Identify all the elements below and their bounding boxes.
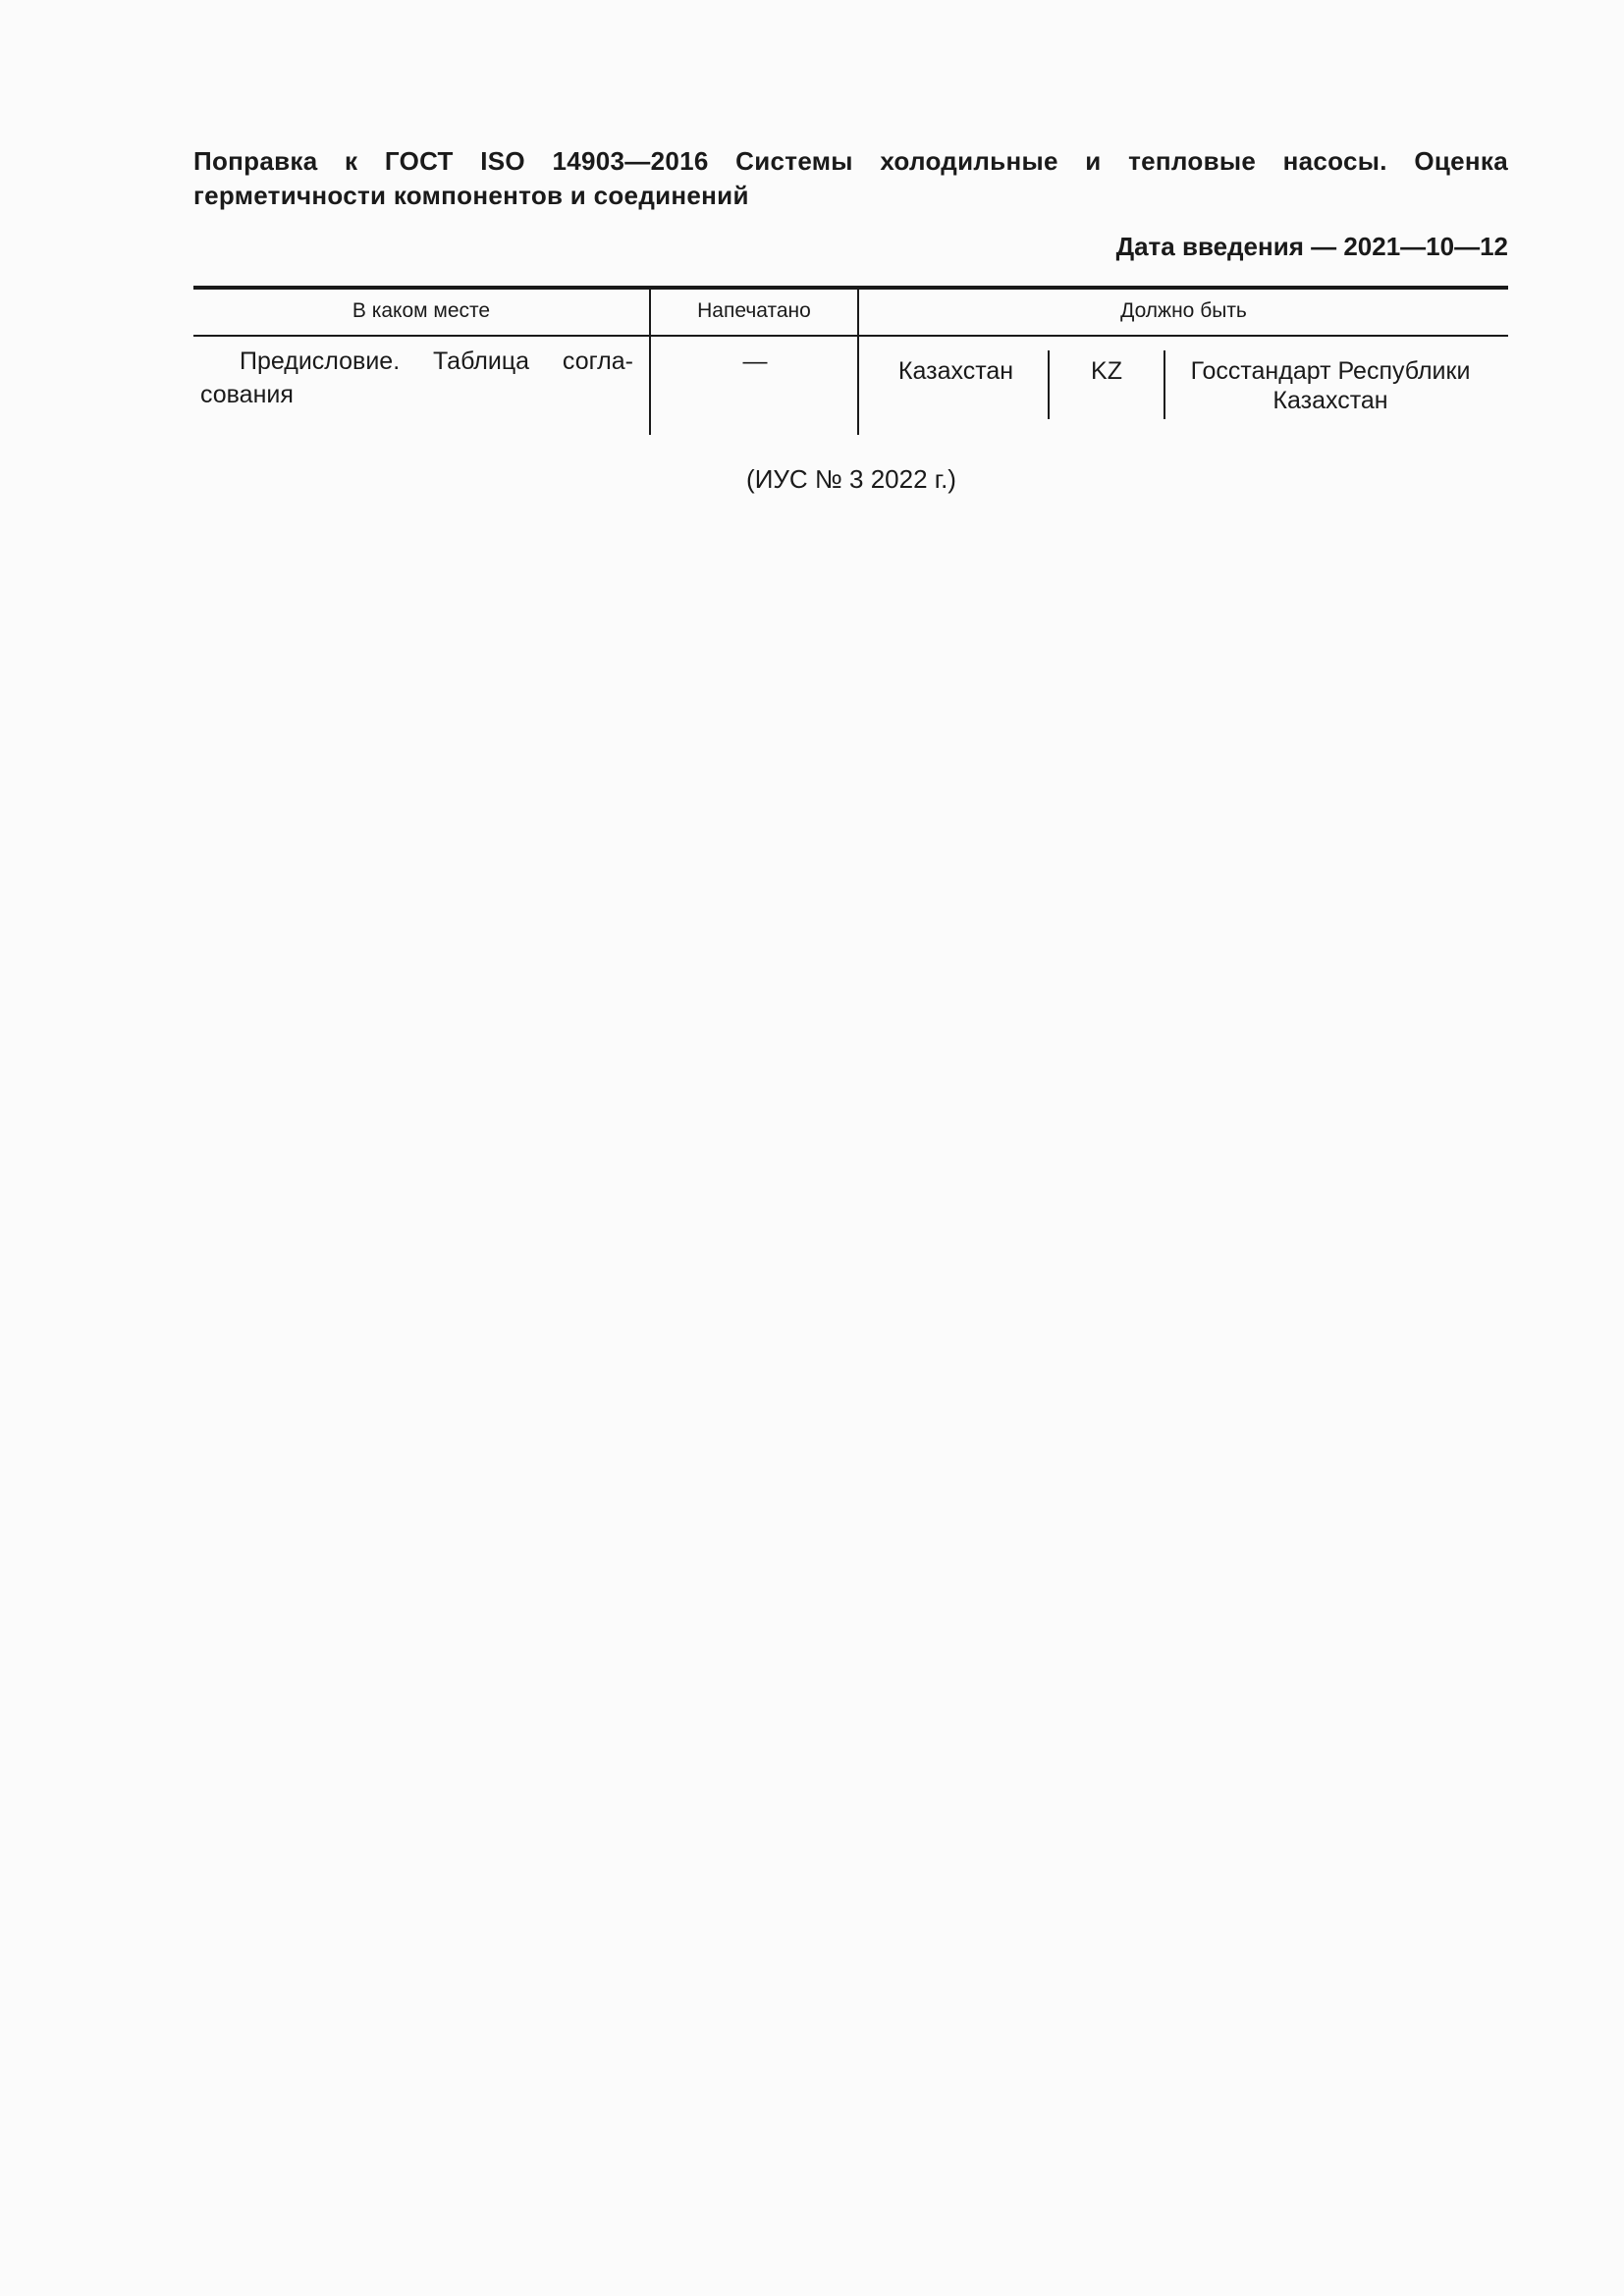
table-top-rule [193,286,1508,290]
table-header-rule [193,335,1508,337]
should-be-code: KZ [1091,357,1122,385]
where-line-2: сования [200,381,294,408]
amendment-title-line-1: Поправка к ГОСТ ISO 14903—2016 Системы холодильные и тепловые насосы. Оценка [193,146,1508,176]
where-line-1: Предисловие. Таблица согла- [240,347,633,375]
amendment-title-line-2: герметичности компонентов и соединений [193,181,749,210]
standards-body-line-1: Госстандарт Республики [1190,357,1471,385]
table-row-where [200,345,633,411]
should-be-standards-body [1165,356,1495,415]
standards-body-line-2: Казахстан [1272,387,1388,414]
header-should-be: Должно быть [1120,299,1247,322]
header-where: В каком месте [352,299,491,322]
publication-source: (ИУС № 3 2022 г.) [746,464,956,494]
table-row-printed: — [742,347,768,375]
should-be-country: Казахстан [897,357,1014,385]
amendment-title [193,144,1508,213]
header-printed: Напечатано [697,299,811,322]
effective-date: Дата введения — 2021—10—12 [1115,232,1508,261]
